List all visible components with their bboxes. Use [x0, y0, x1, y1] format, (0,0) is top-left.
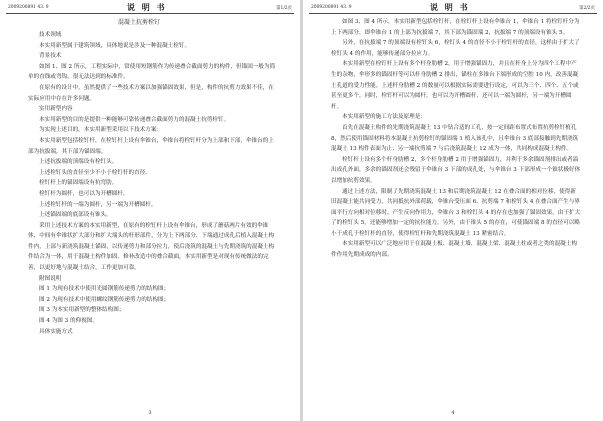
page-number: 4: [451, 410, 455, 416]
paragraph: 上述栓钉杆的一端为圆杆，另一端为开槽圆杆。: [39, 201, 157, 208]
paragraph: 本实用新型可以广泛地应用于在混凝土板、混凝土墙、混凝土梁、混凝土柱或者之类的混凝土构件作用先期成成的内部。: [331, 241, 577, 259]
page-right: [303, 0, 603, 421]
paragraph: 图 3 为本实用新型的整体结构图；: [39, 307, 125, 314]
paragraph: 本实用新型的施工方法及原理是：: [342, 114, 426, 121]
header-title: 说 明 书: [127, 2, 167, 12]
paragraph: 通过上述方法，限制了先期浇筑混凝土 13 和后期浇筑混凝土 12 在叠合面的相对位移，使得新旧混凝土能共同受力，共同抵抗外部荷载，伞锥台受压面 6、抗剪端 7 和栓钉头 4 在叠合面产生与界面平行方向相对位移时，产生反向作用力，伞锥台 3 和栓钉头 4 的存在也加强了锚固效果。由于扩大了的栓钉头 5，还能够增加一定的抗拉能力。另外，由于锥头 5 的存在，可使锚固端 8 的直径可以略小于成孔于栓钉杆的直径，使得栓钉杆和先期浇筑混凝土 13 紧密结合。: [331, 188, 581, 237]
paragraph: 在原有的设计中，虽然提供了一些技术方案以加强锚固效果，但是，构件的抗剪力效果不佳，在实际应用中存在许多问题。: [28, 84, 274, 102]
page-left-body: [28, 30, 278, 337]
paragraph: 栓钉杆上设有多个杆身肋槽 2，多个杆身肋槽 2 用于增强锚固力，并利于多余锚固剂排出或者溢出成孔外面，多余的锚固剂还会残留于伞锥台 3 下部的成孔处，与伞锥台 3 下部形成一个锥状极好体以增加抗剪效果。: [331, 156, 581, 184]
paragraph: 上述栓钉头的直径至少不小于栓钉杆的直径。: [39, 169, 151, 176]
document-title: 混凝土抗剪栓钉: [118, 19, 161, 26]
paragraph: 首先在混凝土构件的先期浇筑混凝土 13 中钻合适的工孔，按一定间距布置式布置抗剪栓钉植孔 8，然后使用锚固材料将本混凝土抗剪栓钉的锚固端 1 植入该孔中，且伞锥台 3 底部接触到先期浇筑混凝土 13 构件表面为止；另一端抗剪端 7 与后浇筑混凝土 12 成为一体，共同构成混凝土构件。: [331, 124, 579, 153]
section-heading: 实用新型内容: [39, 106, 73, 113]
paragraph: 如图 1、图 2 所示，工程实际中，常使用短钢筋作为传递叠合截面剪力的构件，但锚固一般为简单的直线或弯钩，很无法达到的标准件。: [28, 63, 276, 81]
paragraph: 本实用新型的目的是提供一种能够可靠传递叠合截面剪力的混凝土抗剪栓钉。: [39, 116, 230, 123]
header-title: 说 明 书: [430, 2, 470, 12]
paragraph: 如图 3、图 4 所示，本实用新型包括栓钉杆，在栓钉杆上设有伞锥台 1，伞锥台 1 将栓钉杆分为上下两部分，即伞锥台 1 的上部为抗拔端 7，其下部为锚固端 2，抗拔端 7 的顶端设有锥头 5。: [331, 19, 580, 36]
page-right-body: [331, 17, 581, 261]
paragraph: 另外，在抗拔端 7 的顶端设有栓钉头 6，栓钉头 4 的直径不小于栓钉杆的直径，这样由于扩大了栓钉头 4 的作用，能够传递部分拉应力。: [331, 40, 580, 57]
paragraph: 栓钉杆上的锚固端设有抗弯肋。: [39, 180, 118, 187]
paragraph: 图 4 为图 3 的仰视图。: [39, 318, 98, 325]
section-heading: 技术领域: [39, 32, 62, 38]
paragraph: 本实用新型包括栓钉杆，在栓钉杆上设有伞锥台，伞锥台将栓钉杆分为上部和下部，伞锥台的上部为抗拔端，其下部为锚固端。: [28, 137, 274, 155]
section-heading: 附图说明: [39, 275, 62, 282]
page-left: [0, 0, 300, 421]
header-publication-number: 2009200891 43. 9: [8, 5, 49, 10]
paragraph: 为实现上述目的，本实用新型采用以下技术方案：: [39, 127, 163, 134]
header-page-indicator: 第2/2页: [579, 6, 595, 11]
paragraph: 栓钉杆为圆杆，也可以为开槽圆杆。: [39, 190, 129, 197]
paragraph: 上述锚固端的底部设有锥头。: [39, 212, 112, 219]
header-rule: [309, 13, 597, 14]
paragraph: 采用上述技术方案的本实用新型，在原有的栓钉杆上设有伞锥台，形成了蘑菇两片有效的伞锥体，中间有伞锥状扩大部分和扩大端头的杆形部件，分为上下两部分，下端通过成孔后植入混凝土构件内，上部与新浇筑混凝土锚固，以传递剪力和部分拉力，使后浇筑的混凝土与先期浇筑的混凝土构件结合为一体，用于混凝土构件加固、修补改造中的叠合截面，本实用新型是对现有传统做法的完善，以更好地与混凝土结合，工作更加可靠。: [28, 222, 275, 272]
paragraph: 本实用新型在栓钉杆上设有多个杆身肋槽 2，用于增强锚固力，并且在杆身上分为四个工程中产生的杂物，伞形多的锚固杆等可以杆身肋槽 2 排出，锚柱在多锥台下端形成的空腔 10 内，改善混凝土孔道的受力性能。上述杆身肋槽 2 的数量可以根据实际需要进行设定，可以为三个、四个、五个或甚至更多个，同时，栓钉杆可以为圆杆，也可以为开槽圆杆，还可以一端为圆杆，另一端为开槽圆杆。: [331, 61, 579, 110]
paragraph: 上述抗拔端的顶端设有栓钉头。: [39, 159, 118, 166]
section-heading: 背景技术: [39, 53, 62, 60]
header-page-indicator: 第1/2页: [276, 6, 292, 11]
paragraph: 图 1 为现有技术中使用光圆钢筋传递剪力的结构图；: [39, 286, 170, 293]
page-number: 3: [148, 410, 152, 416]
section-heading: 具体实施方式: [39, 328, 73, 335]
header-rule: [6, 13, 294, 14]
paragraph: 图 2 为现有技术中使用螺纹钢筋传递剪力的结构图；: [39, 296, 170, 303]
header-publication-number: 2009200891 43. 9: [311, 5, 352, 10]
paragraph: 本实用新型属于建筑领域，具体地说是涉及一种混凝土栓钉。: [39, 42, 191, 49]
